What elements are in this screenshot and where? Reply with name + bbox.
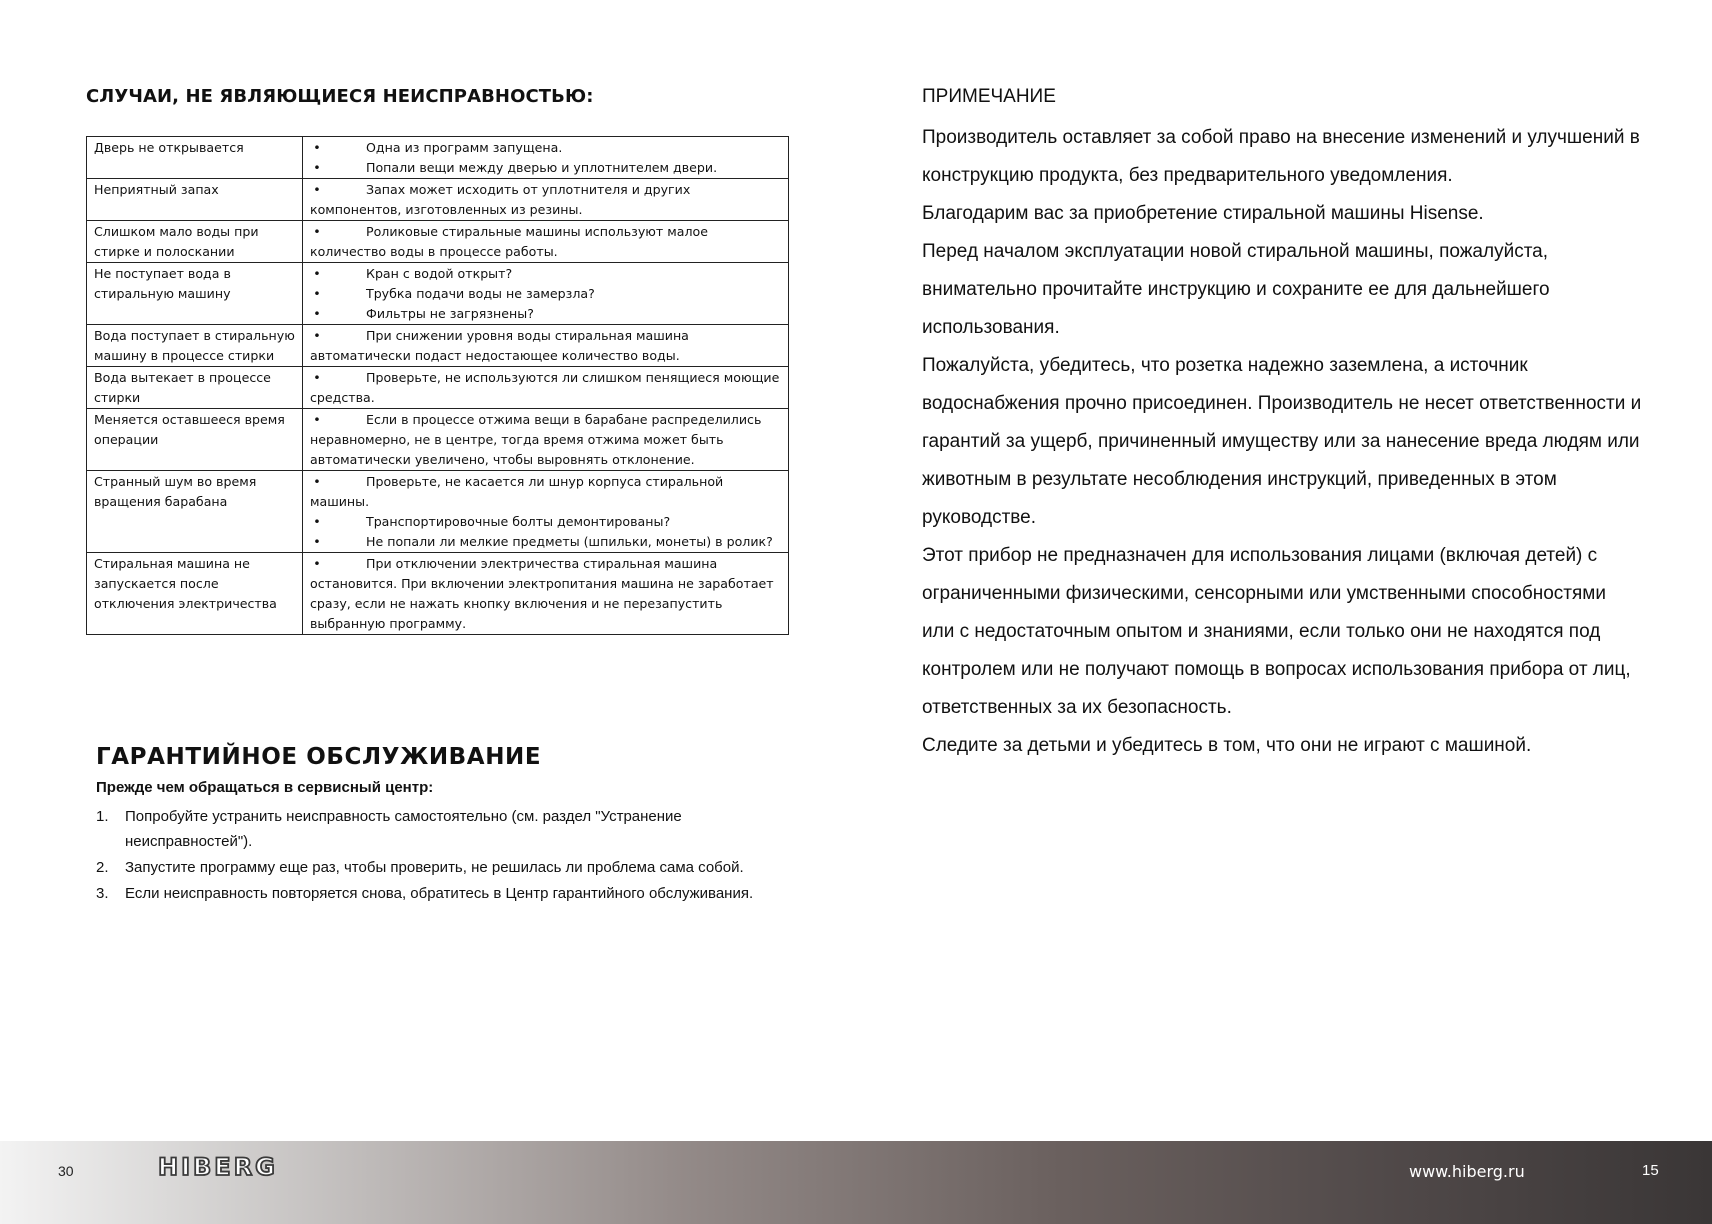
- solution-text: Попали вещи между дверью и уплотнителем двери.: [366, 160, 718, 175]
- solution-text: Транспортировочные болты демонтированы?: [366, 514, 671, 529]
- table-row: [87, 221, 789, 263]
- solution-text: Если в процессе отжима вещи в барабане распределились неравномерно, не в центре, тогда время отжима может быть автоматически увеличено, чтобы выровнять отклонение.: [310, 412, 762, 467]
- troubleshooting-table: [86, 136, 789, 635]
- bullet-icon: •: [313, 306, 321, 321]
- solution-bullet: [310, 512, 781, 532]
- table-row: [87, 367, 789, 409]
- solution-text: Одна из программ запущена.: [366, 140, 563, 155]
- page-number-left: 30: [58, 1163, 74, 1179]
- bullet-icon: •: [313, 266, 321, 281]
- solution-text: Роликовые стиральные машины используют малое количество воды в процессе работы.: [310, 224, 708, 259]
- solution-text: Кран с водой открыт?: [366, 266, 513, 281]
- solution-bullet: [310, 158, 781, 178]
- step-number: 3.: [96, 885, 109, 902]
- step-number: 2.: [96, 859, 109, 876]
- footer-bar: [0, 1141, 1712, 1224]
- table-row: [87, 263, 789, 325]
- section-title: СЛУЧАИ, НЕ ЯВЛЯЮЩИЕСЯ НЕИСПРАВНОСТЬЮ:: [86, 86, 594, 107]
- solution-text: Трубка подачи воды не замерзла?: [366, 286, 595, 301]
- website-link[interactable]: www.hiberg.ru: [1409, 1162, 1525, 1181]
- step-text: Попробуйте устранить неисправность самостоятельно (см. раздел "Устранение неисправностей").: [125, 808, 682, 850]
- solution-text: Проверьте, не используются ли слишком пенящиеся моющие средства.: [310, 370, 780, 405]
- solution-text: При отключении электричества стиральная машина остановится. При включении электропитания машина не заработает сразу, если не нажать кнопку включения и не перезапустить выбранную программу.: [310, 556, 774, 631]
- table-row: [87, 553, 789, 635]
- solution-bullet: [310, 472, 781, 512]
- warranty-steps: [96, 804, 796, 906]
- solution-bullet: [310, 410, 781, 470]
- solution-bullet: [310, 222, 781, 262]
- bullet-icon: •: [313, 370, 321, 385]
- table-row: [87, 325, 789, 367]
- bullet-icon: •: [313, 140, 321, 155]
- warranty-subtitle: Прежде чем обращаться в сервисный центр:: [96, 779, 434, 796]
- step-number: 1.: [96, 808, 109, 825]
- bullet-icon: •: [313, 412, 321, 427]
- solution-text: Не попали ли мелкие предметы (шпильки, монеты) в ролик?: [366, 534, 773, 549]
- solution-bullet: [310, 180, 781, 220]
- warranty-title: ГАРАНТИЙНОЕ ОБСЛУЖИВАНИЕ: [96, 744, 542, 770]
- solution-bullet: [310, 326, 781, 366]
- problem-cell: Слишком мало воды при стирке и полоскании: [87, 221, 303, 263]
- solution-bullet: [310, 284, 781, 304]
- solution-text: Запах может исходить от уплотнителя и других компонентов, изготовленных из резины.: [310, 182, 691, 217]
- bullet-icon: •: [313, 514, 321, 529]
- warranty-step: [96, 881, 796, 906]
- solution-cell: [303, 325, 789, 367]
- problem-cell: Вода поступает в стиральную машину в процессе стирки: [87, 325, 303, 367]
- table-row: [87, 137, 789, 179]
- right-page: [922, 86, 1642, 765]
- warranty-section: [96, 744, 796, 907]
- solution-text: Проверьте, не касается ли шнур корпуса стиральной машины.: [310, 474, 724, 509]
- note-title: ПРИМЕЧАНИЕ: [922, 86, 1056, 107]
- problem-cell: Меняется оставшееся время операции: [87, 409, 303, 471]
- step-text: Если неисправность повторяется снова, обратитесь в Центр гарантийного обслуживания.: [125, 885, 754, 902]
- solution-cell: [303, 367, 789, 409]
- solution-cell: [303, 221, 789, 263]
- bullet-icon: •: [313, 182, 321, 197]
- bullet-icon: •: [313, 286, 321, 301]
- solution-cell: [303, 137, 789, 179]
- bullet-icon: •: [313, 160, 321, 175]
- bullet-icon: •: [313, 534, 321, 549]
- solution-text: При снижении уровня воды стиральная машина автоматически подаст недостающее количество воды.: [310, 328, 689, 363]
- bullet-icon: •: [313, 474, 321, 489]
- bullet-icon: •: [313, 224, 321, 239]
- solution-cell: [303, 179, 789, 221]
- step-text: Запустите программу еще раз, чтобы проверить, не решилась ли проблема сама собой.: [125, 859, 744, 876]
- problem-cell: Не поступает вода в стиральную машину: [87, 263, 303, 325]
- note-paragraph: Производитель оставляет за собой право на внесение изменений и улучшений в конструкцию продукта, без предварительного уведомления. Благодарим вас за приобретение стиральной машины Hisense. Перед началом эксплуатации новой стиральной машины, пожалуйста, внимательно прочитайте инструкцию и сохраните ее для дальнейшего использования. Пожалуйста, убедитесь, что розетка надежно заземлена, а источник водоснабжения прочно присоединен. Производитель не несет ответственности и гарантий за ущерб, причиненный имуществу или за нанесение вреда людям или животным в результате несоблюдения инструкций, приведенных в этом руководстве. Этот прибор не предназначен для использования лицами (включая детей) с ограниченными физическими, сенсорными или умственными способностями или с недостаточным опытом и знаниями, если только они не находятся под контролем или не получают помощь в вопросах использования прибора от лиц, ответственных за их безопасность. Следите за детьми и убедитесь в том, что они не играют с машиной.: [922, 127, 1642, 756]
- solution-cell: [303, 553, 789, 635]
- solution-cell: [303, 263, 789, 325]
- problem-cell: Странный шум во время вращения барабана: [87, 471, 303, 553]
- solution-bullet: [310, 554, 781, 634]
- problem-cell: Стиральная машина не запускается после отключения электричества: [87, 553, 303, 635]
- solution-cell: [303, 471, 789, 553]
- solution-bullet: [310, 368, 781, 408]
- solution-text: Фильтры не загрязнены?: [366, 306, 534, 321]
- problem-cell: Неприятный запах: [87, 179, 303, 221]
- page-number-right: 15: [1642, 1162, 1659, 1179]
- problem-cell: Дверь не открывается: [87, 137, 303, 179]
- solution-bullet: [310, 532, 781, 552]
- problem-cell: Вода вытекает в процессе стирки: [87, 367, 303, 409]
- solution-cell: [303, 409, 789, 471]
- warranty-step: [96, 855, 796, 880]
- solution-bullet: [310, 304, 781, 324]
- warranty-step: [96, 804, 796, 854]
- table-row: [87, 471, 789, 553]
- table-row: [87, 179, 789, 221]
- table-row: [87, 409, 789, 471]
- solution-bullet: [310, 138, 781, 158]
- bullet-icon: •: [313, 556, 321, 571]
- solution-bullet: [310, 264, 781, 284]
- bullet-icon: •: [313, 328, 321, 343]
- brand-logo: HIBERG: [158, 1153, 278, 1181]
